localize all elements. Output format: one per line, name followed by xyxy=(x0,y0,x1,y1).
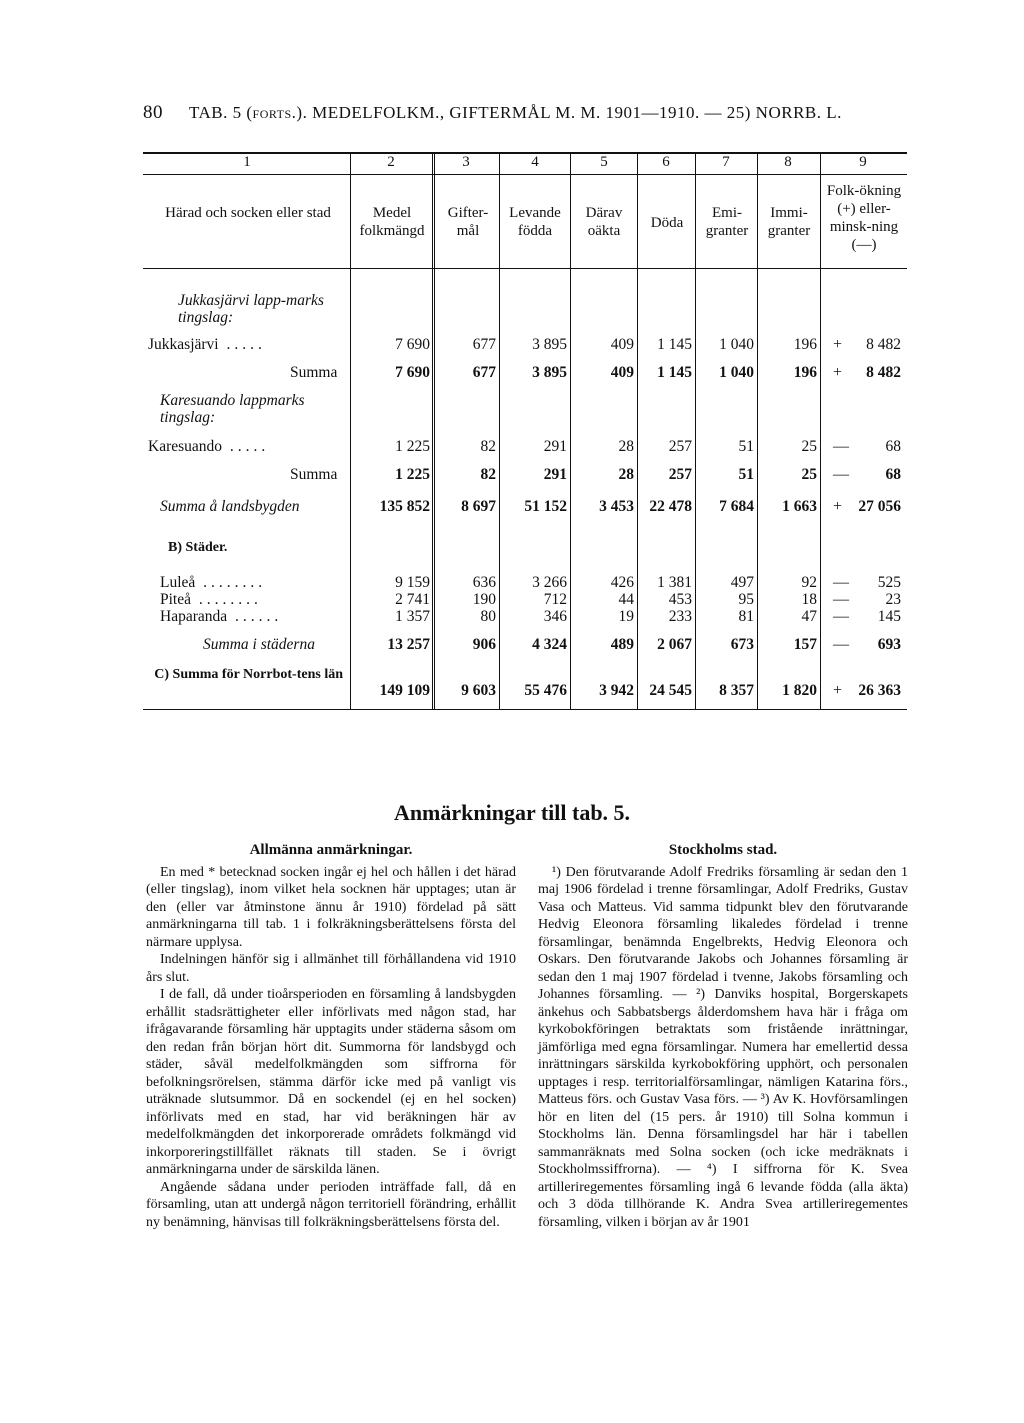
table-cell: 497 xyxy=(730,574,754,591)
table-cell: 257 xyxy=(668,466,692,483)
table-cell: 1 663 xyxy=(782,498,817,515)
table-cell: 677 xyxy=(472,336,496,353)
note-paragraph: En med * betecknad socken ingår ej hel och hållen i det härad (eller tingslag), inom vilket hela socknen här upptages; utan är den (eller var åtminstone ännu år 1910) fördelad på sätt anmärkningarna till tab. 1 i folkräkningsberättelsens första del närmare upplysa. xyxy=(146,864,516,950)
table-cell: 92 xyxy=(801,574,817,591)
col-header-district: Härad och socken eller stad xyxy=(165,205,331,221)
row-label-text: Summa i städerna xyxy=(203,636,315,653)
col-number: 3 xyxy=(462,154,470,170)
leader-dots: ..... xyxy=(222,438,270,455)
table-cell-change: 23 xyxy=(885,591,901,608)
row-label xyxy=(290,364,337,382)
row-label-text: Summa xyxy=(290,466,338,483)
table-cell: 44 xyxy=(618,591,634,608)
table-cell: 13 257 xyxy=(387,636,430,653)
table-cell: 673 xyxy=(730,636,754,653)
row-label xyxy=(160,574,266,592)
table-cell: 51 xyxy=(738,466,754,483)
table-cell: 7 690 xyxy=(395,364,430,381)
table-cell: 2 067 xyxy=(657,636,692,653)
notes-right-column xyxy=(538,842,908,1231)
table-cell: 82 xyxy=(480,466,496,483)
table-cell: 7 684 xyxy=(719,498,754,515)
table-cell: 2 741 xyxy=(395,591,430,608)
table-cell: 8 697 xyxy=(461,498,496,515)
row-label-text: Summa xyxy=(290,364,338,381)
table-title: TAB. 5 (forts.). MEDELFOLKM., GIFTERMÅL M. M. 1901—1910. — 25) NORRB. L. xyxy=(189,103,842,122)
table-cell-change: 26 363 xyxy=(858,682,901,699)
row-label xyxy=(160,608,282,626)
table-cell: 157 xyxy=(793,636,817,653)
table-cell: 906 xyxy=(472,636,496,653)
row-label-text: Piteå xyxy=(160,591,191,608)
table-cell: 1 225 xyxy=(395,466,430,483)
table-cell: 233 xyxy=(668,608,692,625)
table-cell: 4 324 xyxy=(532,636,567,653)
table-cell: 81 xyxy=(738,608,754,625)
change-sign: — xyxy=(833,636,849,653)
table-cell: 636 xyxy=(472,574,496,591)
table-cell: 1 381 xyxy=(657,574,692,591)
note-paragraph: I de fall, då under tioårsperioden en församling å landsbygden erhållit stadsrättigheter eller införlivats med någon stad, har ifrågavarande församling här upptagits under städerna såsom om den redan från början hört dit. Summorna för landsbygd och städer, såväl medelfolkmängden som siffrorna för befolkningsrörelsen, stämma därför icke med på vanligt vis uträknade slutsummor. Då en sockendel (ej en hel socken) införlivats med en stad, har vid beräkningen här av medelfolkmängden det inkorporerade områdets folkmängd vid inkorporeringstillfället räknats till staden. Se i övrigt anmärkningarna under de särskilda länen. xyxy=(146,987,516,1177)
row-label-text: Karesuando xyxy=(148,438,223,455)
row-label xyxy=(160,591,262,609)
table-cell: 712 xyxy=(543,591,567,608)
table-cell: 7 690 xyxy=(395,336,430,353)
col-number: 2 xyxy=(387,154,395,170)
change-sign: — xyxy=(833,438,849,455)
table-cell: 47 xyxy=(801,608,817,625)
table-cell: 28 xyxy=(618,438,634,455)
table-cell: 453 xyxy=(668,591,692,608)
section-heading: B) Städer. xyxy=(168,540,228,555)
notes-right-heading: Stockholms stad. xyxy=(668,842,778,858)
col-header-marriages: Gifter-mål xyxy=(447,205,489,239)
table-cell-change: 8 482 xyxy=(866,336,901,353)
table-cell: 1 820 xyxy=(782,682,817,699)
table-cell: 196 xyxy=(793,336,817,353)
table-cell-change: 68 xyxy=(885,466,901,483)
section-heading: Karesuando lappmarks tingslag: xyxy=(160,392,305,426)
leader-dots: ........ xyxy=(195,574,267,591)
leader-dots: ...... xyxy=(227,608,283,625)
row-label-text: Luleå xyxy=(160,574,196,591)
table-cell: 426 xyxy=(610,574,634,591)
table-cell-change: 8 482 xyxy=(866,364,901,381)
table-cell: 3 895 xyxy=(532,336,567,353)
table-cell: 82 xyxy=(480,438,496,455)
table-cell: 1 357 xyxy=(395,608,430,625)
page-number: 80 xyxy=(143,102,163,123)
col-header-illegitimate: Därav oäkta xyxy=(585,205,623,239)
change-sign: + xyxy=(833,364,843,381)
table-cell-change: 525 xyxy=(877,574,901,591)
table-cell: 8 357 xyxy=(719,682,754,699)
table-cell: 190 xyxy=(472,591,496,608)
note-paragraph: Indelningen hänför sig i allmänhet till förhållandena vid 1910 års slut. xyxy=(146,952,516,985)
row-label xyxy=(148,438,269,456)
table-cell: 489 xyxy=(610,636,634,653)
table-cell-change: 145 xyxy=(877,608,901,625)
table-cell: 3 942 xyxy=(599,682,634,699)
notes-left-heading: Allmänna anmärkningar. xyxy=(249,842,413,858)
note-paragraph: Angående sådana under perioden inträffade fall, då en församling, utan att undergå någon territoriell förändring, erhållit ny benämning, hänvisas till folkräkningsberättelsens första del. xyxy=(146,1179,516,1230)
table-cell: 28 xyxy=(618,466,634,483)
table-cell: 1 145 xyxy=(657,364,692,381)
table-cell: 1 040 xyxy=(719,336,754,353)
col-number: 4 xyxy=(531,154,539,170)
table-cell: 19 xyxy=(618,608,634,625)
change-sign: + xyxy=(833,498,843,515)
change-sign: + xyxy=(833,682,843,699)
change-sign: — xyxy=(833,466,849,483)
row-label-text: Summa å landsbygden xyxy=(160,498,300,515)
row-label xyxy=(148,336,266,354)
table-cell: 51 xyxy=(738,438,754,455)
col-number: 7 xyxy=(722,154,730,170)
col-header-change: Folk-ökning (+) eller-minsk-ning (—) xyxy=(826,183,902,253)
change-sign: — xyxy=(833,608,849,625)
page-header xyxy=(143,102,842,124)
table-cell: 55 476 xyxy=(524,682,567,699)
notes-left-column xyxy=(146,842,516,1231)
row-label xyxy=(203,636,315,654)
table-cell: 409 xyxy=(610,336,634,353)
table-cell: 677 xyxy=(472,364,496,381)
col-number: 9 xyxy=(859,154,867,170)
table-cell: 25 xyxy=(801,438,817,455)
table-cell: 1 145 xyxy=(657,336,692,353)
change-sign: — xyxy=(833,591,849,608)
leader-dots: ..... xyxy=(218,336,266,353)
col-header-emigrants: Emi-granter xyxy=(705,205,749,239)
table-cell: 3 895 xyxy=(532,364,567,381)
notes-title: Anmärkningar till tab. 5. xyxy=(393,800,631,825)
change-sign: — xyxy=(833,574,849,591)
table-cell: 18 xyxy=(801,591,817,608)
table-cell: 9 159 xyxy=(395,574,430,591)
col-number: 6 xyxy=(662,154,670,170)
table-cell: 25 xyxy=(801,466,817,483)
table-cell: 257 xyxy=(668,438,692,455)
change-sign: + xyxy=(833,336,843,353)
table-cell: 22 478 xyxy=(649,498,692,515)
table-cell: 149 109 xyxy=(379,682,430,699)
table-cell: 196 xyxy=(793,364,817,381)
table-cell: 24 545 xyxy=(649,682,692,699)
table-cell-change: 68 xyxy=(885,438,901,455)
row-label xyxy=(160,498,300,516)
leader-dots: ........ xyxy=(191,591,262,608)
table-cell: 346 xyxy=(543,608,567,625)
table-cell: 291 xyxy=(543,466,567,483)
table-cell: 51 152 xyxy=(524,498,567,515)
col-number: 8 xyxy=(784,154,792,170)
table-cell: 95 xyxy=(738,591,754,608)
table-cell: 409 xyxy=(610,364,634,381)
table-cell: 135 852 xyxy=(379,498,430,515)
note-paragraph: ¹) Den förutvarande Adolf Fredriks församling är sedan den 1 maj 1906 fördelad i trenne församlingar, Adolf Fredriks, Gustav Vasa och Matteus. Vid samma tidpunkt blev den förutvarande Hedvig Eleonora församling likaledes fördelad i trenne församlingar, benämnda Engelbrekts, Hedvig Eleonora och Oskars. Den förutvarande Jakobs och Johannes församling är sedan den 1 maj 1907 fördelad i tvenne, Jakobs församling och Johannes församling. — ²) Danviks hospital, Borgerskapets änkehus och Sabbatsbergs ålderdomshem hava här i fråga om kyrkobokföringen betraktats som fristående inrättningar, jämförliga med egna församlingar. Numera har emellertid dessa inrättningars särskilda kyrkobokföring upphört, och personalen upptages i resp. territorialförsamlingar, nämligen Katarina förs., Matteus förs. och Gustav Vasa förs. — ³) Av K. Hovförsamlingen hör en liten del (15 pers. år 1910) till Solna kommun i Stockholms län. Denna församlingsdel har här i tabellen sammanräknats med Solna socken (och icke medräknats i Stockholmssiffrorna). — ⁴) I siffrorna för K. Svea artilleriregementes församling ingå 6 levande födda (alla äkta) och 3 döda tillhörande K. Andra Svea artilleriregementes församling, vilken i början av år 1901 xyxy=(538,864,908,1230)
table-cell: 3 266 xyxy=(532,574,567,591)
row-label xyxy=(290,466,337,484)
row-label-text: Jukkasjärvi xyxy=(148,336,219,353)
col-number: 5 xyxy=(600,154,608,170)
col-header-immigrants: Immi-granter xyxy=(767,205,811,239)
row-label xyxy=(148,666,343,683)
row-label-text: Haparanda xyxy=(160,608,228,625)
col-header-births: Levande födda xyxy=(509,205,561,239)
col-header-population: Medel folkmängd xyxy=(359,205,425,239)
section-heading: Jukkasjärvi lapp-marks tingslag: xyxy=(178,292,324,326)
table-cell: 1 040 xyxy=(719,364,754,381)
table-cell: 291 xyxy=(543,438,567,455)
table-cell-change: 27 056 xyxy=(858,498,901,515)
col-number: 1 xyxy=(243,154,251,170)
table-cell: 9 603 xyxy=(461,682,496,699)
table-cell: 1 225 xyxy=(395,438,430,455)
table-cell-change: 693 xyxy=(877,636,901,653)
statistics-table xyxy=(143,152,907,710)
row-label-text: C) Summa för Norrbot-tens län xyxy=(154,667,343,682)
table-cell: 3 453 xyxy=(599,498,634,515)
table-cell: 80 xyxy=(480,608,496,625)
col-header-deaths: Döda xyxy=(650,215,684,231)
